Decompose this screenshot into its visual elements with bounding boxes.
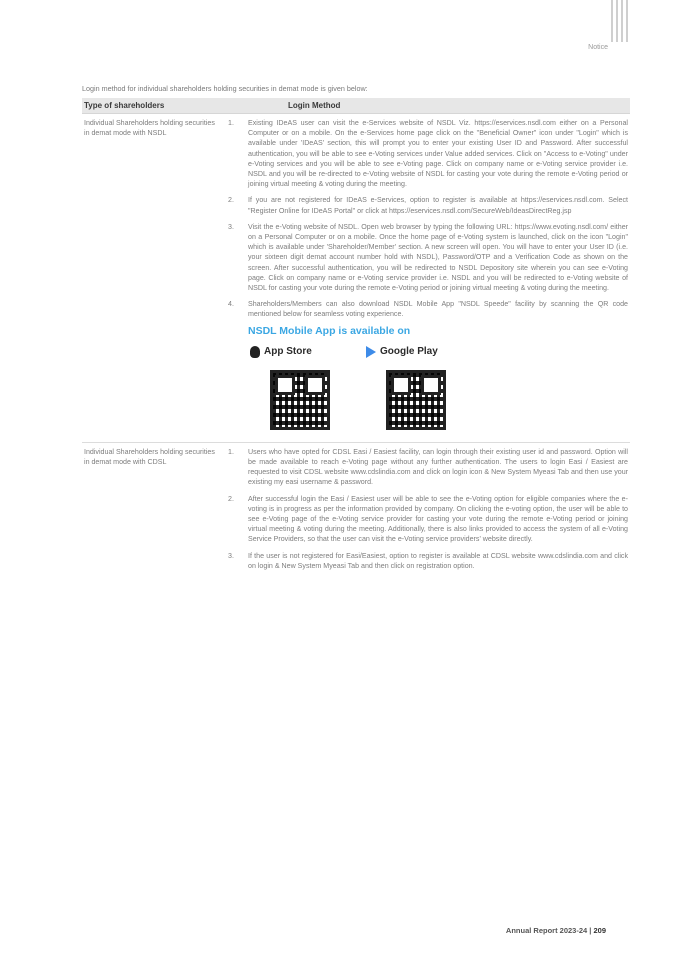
list-item: 3. If the user is not registered for Easi/Easiest, option to register is available at CDSL website www.cdslindia.com and click on login & New System Myeasi Tab and then click on registration option.	[228, 551, 628, 570]
list-item: 2. After successful login the Easi / Easiest user will be able to see the e-Voting option for eligible companies where the e-voting is in progress as per the information provided by company. On clicking the e-voting option, the user will be able to see e-Voting page of the e-Voting service provider for casting your vote during the remote e-Voting period or joining virtual meeting & voting during the meeting. Additionally, there is also links provided to access the system of all e-Voting Service Providers, so that the user can visit the e-Voting service providers' website directly.	[228, 494, 628, 544]
login-method-table	[82, 98, 630, 577]
method-list	[228, 118, 628, 320]
method-step: Existing IDeAS user can visit the e-Services website of NSDL Viz. https://eservices.nsdl.com either on a Personal Computer or on a mobile. On the e-Services home page click on the "Beneficial Owner" icon under "Login" which is available under 'IDeAS' section, this will prompt you to enter your existing User ID and Password. After successful authentication, you will be able to see e-Voting services under Value added services. Click on "Access to e-Voting" under e-Voting services and you will be able to see e-Voting page. Click on company name or e-Voting service provider i.e. NSDL and you will be re-directed to e-Voting website of NSDL for casting your vote during the remote e-Voting period or joining virtual meeting & voting during the meeting.	[248, 119, 628, 189]
list-item: 1. Existing IDeAS user can visit the e-Services website of NSDL Viz. https://eservices.nsdl.com either on a Personal Computer or on a mobile. On the e-Services home page click on the "Beneficial Owner" icon under "Login" which is available under 'IDeAS' section, this will prompt you to enter your existing User ID and Password. After successful authentication, you will be able to see e-Voting services under Value added services. Click on "Access to e-Voting" under e-Voting services and you will be able to see e-Voting page. Click on company name or e-Voting service provider i.e. NSDL and you will be re-directed to e-Voting website of NSDL for casting your vote during the remote e-Voting period or joining virtual meeting & voting during the meeting.	[228, 119, 628, 189]
app-stores	[250, 344, 628, 430]
apple-icon	[250, 346, 260, 358]
list-item: 4. Shareholders/Members can also download NSDL Mobile App "NSDL Speede" facility by scanning the QR code mentioned below for seamless voting experience.	[228, 300, 628, 319]
method-step: If the user is not registered for Easi/Easiest, option to register is available at CDSL website www.cdslindia.com and click on login & New System Myeasi Tab and then click on registration option.	[248, 551, 628, 570]
page-footer: Annual Report 2023-24 | 209	[505, 926, 606, 935]
footer-title: Annual Report 2023-24	[505, 926, 588, 935]
method-list	[228, 447, 628, 571]
col-header-method: Login Method	[222, 98, 630, 114]
shareholder-type: Individual Shareholders holding securities in demat mode with NSDL	[84, 119, 215, 138]
list-item: 1. Users who have opted for CDSL Easi / Easiest facility, can login through their existing user id and password. Option will be made available to reach e-Voting page without any further authentication. The users to login Easi / Easiest are requested to visit CDSL website www.cdslindia.com and click on login icon & New System Myeasi Tab and then use your existing my easi username & password.	[228, 447, 628, 487]
col-header-type: Type of shareholders	[82, 98, 222, 114]
apps-title: NSDL Mobile App is available on	[248, 324, 411, 337]
method-step: Visit the e-Voting website of NSDL. Open web browser by typing the following URL: https://www.evoting.nsdl.com/ either on a Personal Computer or on a mobile. Once the home page of e-Voting system is launched, click on the icon "Login" which is available under 'Shareholder/Member' section. A new screen will open. You will have to enter your User ID (i.e. your sixteen digit demat account number hold with NSDL), Password/OTP and a Verification Code as shown on the screen. After successful authentication, you will be redirected to NSDL Depository site wherein you can see e-Voting page. Click on company name or e-Voting service provider i.e. NSDL and you will be redirected to e-Voting website of NSDL for casting your vote during the remote e-Voting period or joining virtual meeting & voting during the meeting.	[248, 222, 628, 293]
method-step: After successful login the Easi / Easiest user will be able to see the e-Voting option for eligible companies where the e-voting is in progress as per the information provided by company. On clicking the e-voting option, the user will be able to see e-Voting page of the e-Voting service provider for casting your vote during the remote e-Voting period or joining virtual meeting & voting during the meeting. Additionally, there is also links provided to access the system of all e-Voting Service Providers, so that the user can visit the e-Voting service providers' website directly.	[248, 494, 628, 544]
qr-code	[270, 370, 330, 430]
running-head: Notice	[588, 44, 608, 51]
app-store-badge[interactable]	[250, 344, 340, 360]
qr-code	[386, 370, 446, 430]
page-number: 209	[593, 926, 606, 935]
login-method-cell	[222, 442, 630, 577]
google-play-icon	[366, 346, 376, 358]
table-row	[82, 114, 630, 443]
method-step: Users who have opted for CDSL Easi / Easiest facility, can login through their existing user id and password. Option will be made available to reach e-Voting page without any further authentication. The users to login Easi / Easiest are requested to visit CDSL website www.cdslindia.com and click on login icon & New System Myeasi Tab and then use your existing my easi username & password.	[248, 447, 628, 487]
app-store-block	[250, 344, 340, 430]
google-play-block	[366, 344, 456, 430]
method-step: Shareholders/Members can also download NSDL Mobile App "NSDL Speede" facility by scanning the QR code mentioned below for seamless voting experience.	[248, 300, 628, 319]
google-play-label: Google Play	[380, 345, 438, 357]
intro-text: Login method for individual shareholders holding securities in demat mode is given below:	[82, 84, 368, 93]
app-store-label: App Store	[264, 345, 312, 357]
shareholder-type: Individual Shareholders holding securities in demat mode with CDSL	[82, 442, 222, 577]
table-row	[82, 442, 630, 577]
list-item: 3. Visit the e-Voting website of NSDL. Open web browser by typing the following URL: https://www.evoting.nsdl.com/ either on a Personal Computer or on a mobile. Once the home page of e-Voting system is launched, click on the icon "Login" which is available under 'Shareholder/Member' section. A new screen will open. You will have to enter your User ID (i.e. your sixteen digit demat account number hold with NSDL), Password/OTP and a Verification Code as shown on the screen. After successful authentication, you will be redirected to NSDL Depository site wherein you can see e-Voting page. Click on company name or e-Voting service provider i.e. NSDL and you will be redirected to e-Voting website of NSDL for casting your vote during the remote e-Voting period or joining virtual meeting & voting during the meeting.	[228, 222, 628, 293]
corner-decoration	[611, 0, 628, 42]
method-step: If you are not registered for IDeAS e-Services, option to register is available at https://eservices.nsdl.com. Select "Register Online for IDeAS Portal" or click at https://eservices.nsdl.com/SecureWeb/IdeasDirectReg.jsp	[248, 196, 628, 215]
google-play-badge[interactable]	[366, 344, 456, 360]
list-item: 2. If you are not registered for IDeAS e-Services, option to register is available at https://eservices.nsdl.com. Select "Register Online for IDeAS Portal" or click at https://eservices.nsdl.com/SecureWeb/IdeasDirectReg.jsp	[228, 196, 628, 215]
login-method-cell	[222, 114, 630, 443]
